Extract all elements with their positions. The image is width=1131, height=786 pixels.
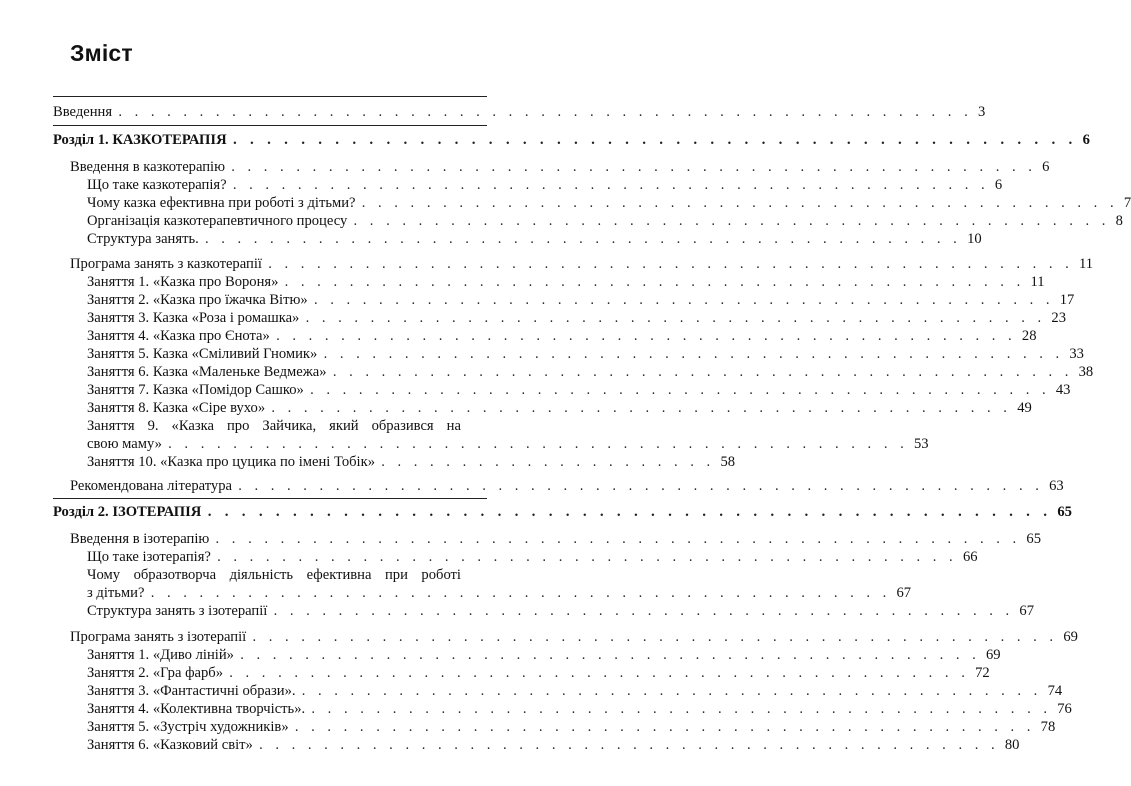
dot-leader: . . . . . . . . . . . . . . . . . . . . . . . . . . . . . . . . . . . . . . . . . . . . . . . . . . [237,479,1044,494]
toc-page-number: 74 [1047,683,1063,699]
toc-entry-title: Організація казкотерапевтичного процесу [87,213,348,229]
toc-entry-title: Введення в казкотерапію [70,159,226,175]
toc-page-number: 11 [1030,274,1045,290]
toc-lesson-9-line2[interactable] [87,435,929,454]
toc-entry[interactable] [87,230,982,249]
dot-leader: . . . . . . . . . . . . . . . . . . . . . . . . . . . . . . . . . . . . . . . . . . . . . . . . . . [252,630,1058,645]
toc-entry-title: Структура занять. [87,231,199,247]
toc-entry-title: Заняття 2. «Гра фарб» [87,665,224,681]
toc-page-number: 80 [1004,737,1020,753]
toc-lesson[interactable] [87,718,1056,737]
toc-lesson[interactable] [87,345,1084,364]
toc-entry-title: Що таке казкотерапія? [87,177,227,193]
toc-entry-title: Заняття 4. «Казка про Єнота» [87,328,270,344]
dot-leader: . . . . . . . . . . . . . . . . . . . . . . . . . . . . . . . . . . . . . . . . . . . . . . [301,684,1042,699]
toc-entry-title: свою маму» [87,436,162,452]
toc-entry-title: Заняття 3. Казка «Роза і ромашка» [87,310,300,326]
word: «Казка [171,418,214,434]
toc-lesson[interactable] [87,736,1020,755]
dot-leader: . . . . . . . . . . . . . . . . . . . . . . . . . . . . . . . . . . . . . . . . . . . . . . [311,702,1052,717]
page-title: Зміст [70,40,133,66]
toc-entry[interactable] [87,602,1034,621]
dot-leader: . . . . . . . . . . . . . . . . . . . . . . . . . . . . . . . . . . . . . . . . . . . . . . [167,437,908,452]
section-heading: Розділ 1. КАЗКОТЕРАПІЯ [53,132,227,148]
dot-leader: . . . . . . . . . . . . . . . . . . . . . . . . . . . . . . . . . . . . . . . . . . . . . . [332,365,1073,380]
toc-entry-title: Заняття 7. Казка «Помідор Сашко» [87,382,304,398]
divider-top [53,96,487,97]
dot-leader: . . . . . . . . . . . . . . . . . . . . . . . . . . . . . . . . . . . . . . . . . . . . . . [273,604,1014,619]
toc-entry-title: Заняття 2. «Казка про їжачка Вітю» [87,292,308,308]
dot-leader: . . . . . . . . . . . . . . . . . . . . . . . . . . . . . . . . . . . . . . . . . . . . . . [305,311,1046,326]
dot-leader: . . . . . . . . . . . . . . . . . . . . . . . . . . . . . . . . . . . . . . . . . . . . . . [309,383,1050,398]
dot-leader: . . . . . . . . . . . . . . . . . . . . . . . . . . . . . . . . . . . . . . . . . . . . . . [216,550,957,565]
toc-lesson[interactable] [87,363,1094,382]
dot-leader: . . . . . . . . . . . . . . . . . . . . . . . . . . . . . . . . . . . . . . . . . . . . . . . . . . [215,532,1021,547]
divider-section2 [53,498,487,499]
dot-leader: . . . . . . . . . . . . . . . . . . . . . . . . . . . . . . . . . . . . . . . . . . . . . . [229,666,970,681]
dot-leader: . . . . . . . . . . . . . . . . . . . . . . . . . . . . . . . . . . . . . . . . . . . . . . . [232,178,989,193]
dot-leader: . . . . . . . . . . . . . . . . . . . . . . . . . . . . . . . . . . . . . . . . . . . . . . [239,648,980,663]
toc-entry-title: Заняття 6. «Казковий світ» [87,737,253,753]
toc-page-number: 65 [1057,504,1072,520]
toc-entry-title: Заняття 1. «Диво ліній» [87,647,234,663]
toc-entry-title: з дітьми? [87,585,145,601]
toc-lesson[interactable] [87,700,1072,719]
toc-entry-s2-program[interactable] [70,628,1078,647]
word: який [329,418,359,434]
toc-page-number: 6 [1082,132,1090,148]
word: образотворча [133,567,217,583]
toc-lesson[interactable] [87,399,1032,418]
toc-entry-title: Заняття 1. «Казка про Вороня» [87,274,279,290]
toc-page-number: 38 [1078,364,1094,380]
toc-entry[interactable] [87,194,1131,213]
toc-entry-title: Заняття 10. «Казка про цуцика по імені Тобік» [87,454,375,470]
dot-leader: . . . . . . . . . . . . . . . . . . . . . . . . . . . . . . . . . . . . . . . . . . . . . . [323,347,1064,362]
dot-leader: . . . . . . . . . . . . . . . . . . . . . . . . . . . . . . . . . . . . . . . . . . . . . . [271,401,1012,416]
toc-page-number: 17 [1059,292,1075,308]
toc-page-number: 65 [1026,531,1041,547]
toc-entry-title: Структура занять з ізотерапії [87,603,268,619]
toc-entry-title: Заняття 6. Казка «Маленьке Ведмежа» [87,364,327,380]
toc-page-number: 72 [975,665,990,681]
toc-entry-title: Введення [53,104,113,120]
dot-leader: . . . . . . . . . . . . . . . . . . . . . . . . . . . . . . . . . . . . . . . . . . . . . . [284,275,1025,290]
toc-entry-s2-intro[interactable] [70,530,1041,549]
toc-item2-line1[interactable] [87,566,487,584]
toc-entry-title: Заняття 5. «Зустріч художників» [87,719,289,735]
toc-page-number: 76 [1057,701,1072,717]
toc-entry-literature[interactable] [70,477,1064,496]
dot-leader: . . . . . . . . . . . . . . . . . . . . . . . . . . . . . . . . . . . . . . . . . . . . . . . . . . [232,133,1077,148]
toc-entry[interactable] [87,176,1003,195]
word: при [384,567,408,583]
divider-section1 [53,125,487,126]
toc-entry-s1-program[interactable] [70,255,1094,274]
toc-entry-s1-intro[interactable] [70,158,1050,177]
toc-page-number: 69 [985,647,1001,663]
toc-lesson[interactable] [87,273,1045,292]
dot-leader: . . . . . . . . . . . . . . . . . . . . . . . . . . . . . . . . . . . . . . . . . . . . . . . . . . [207,505,1052,520]
dot-leader: . . . . . . . . . . . . . . . . . . . . . . . . . . . . . . . . . . . . . . . . . . . . . . [275,329,1016,344]
toc-lesson[interactable] [87,309,1066,328]
toc-page-number: 67 [896,585,912,601]
toc-entry-title: Заняття 5. Казка «Сміливий Гномик» [87,346,318,362]
toc-entry-title: Введення в ізотерапію [70,531,210,547]
word: ефективна [306,567,372,583]
toc-page-number: 7 [1123,195,1131,211]
word: діяльність [229,567,294,583]
toc-lesson-9-line1[interactable] [87,417,487,435]
toc-page-number: 11 [1079,256,1094,272]
dot-leader: . . . . . . . . . . . . . . . . . . . . . . . . . . . . . . . . . . . . . . . . . . . . . . . [204,232,962,247]
toc-entry[interactable] [87,212,1123,231]
word: про [226,418,250,434]
toc-entry-title: Програма занять з ізотерапії [70,629,247,645]
toc-lesson[interactable] [87,291,1075,310]
toc-page-number: 28 [1021,328,1037,344]
dot-leader: . . . . . . . . . . . . . . . . . . . . . . . . . . . . . . . . . . . . . . . . . . . . . . . [353,214,1110,229]
toc-page-number: 33 [1069,346,1084,362]
word: Заняття [87,418,135,434]
dot-leader: . . . . . . . . . . . . . . . . . . . . . . . . . . . . . . . . . . . . . . . . . . . . . . [294,720,1035,735]
dot-leader: . . . . . . . . . . . . . . . . . . . . . . . . . . . . . . . . . . . . . . . . . . . . . . . [361,196,1118,211]
section-heading: Розділ 2. ІЗОТЕРАПІЯ [53,504,202,520]
toc-entry[interactable] [87,548,978,567]
toc-entry-title: Рекомендована література [70,478,232,494]
toc-entry-title: Що таке ізотерапія? [87,549,211,565]
toc-page-number: 67 [1019,603,1034,619]
toc-page-number: 3 [977,104,986,120]
dot-leader: . . . . . . . . . . . . . . . . . . . . . . . . . . . . . . . . . . . . . . . . . . . . . . [150,586,891,601]
dot-leader: . . . . . . . . . . . . . . . . . . . . . [381,455,715,470]
toc-entry-title: Чому казка ефективна при роботі з дітьми? [87,195,356,211]
toc-page-number: 63 [1049,478,1064,494]
toc-page-number: 58 [720,454,736,470]
word: Чому [87,567,121,583]
toc-entry-intro[interactable] [53,103,986,122]
toc-page-number: 6 [1042,159,1050,175]
toc-page-number: 78 [1040,719,1056,735]
word: Зайчика, [262,418,317,434]
toc-page-number: 49 [1017,400,1032,416]
toc-entry-title: Заняття 3. «Фантастичні образи». [87,683,296,699]
toc-lesson[interactable] [87,682,1063,701]
toc-lesson[interactable] [87,646,1001,665]
dot-leader: . . . . . . . . . . . . . . . . . . . . . . . . . . . . . . . . . . . . . . . . . . . . . . . . . . [231,160,1037,175]
dot-leader: . . . . . . . . . . . . . . . . . . . . . . . . . . . . . . . . . . . . . . . . . . . . . . . . . . [267,257,1074,272]
toc-page-number: 10 [967,231,982,247]
word: 9. [147,418,159,434]
toc-page-number: 66 [962,549,978,565]
toc-page-number: 6 [994,177,1003,193]
word: на [446,418,461,434]
toc-entry-title: Заняття 8. Казка «Сіре вухо» [87,400,266,416]
toc-page-number: 8 [1115,213,1123,229]
toc-item2-line2[interactable] [87,584,912,603]
word: образився [371,418,434,434]
toc-lesson[interactable] [87,664,990,683]
toc-lesson[interactable] [87,381,1071,400]
word: роботі [421,567,461,583]
toc-section-2[interactable] [53,503,1072,522]
toc-lesson[interactable] [87,327,1037,346]
toc-page-number: 23 [1051,310,1066,326]
dot-leader: . . . . . . . . . . . . . . . . . . . . . . . . . . . . . . . . . . . . . . . . . . . . . . . . . . . . . [118,105,972,120]
toc-entry-title: Програма занять з казкотерапії [70,256,262,272]
toc-lesson[interactable] [87,453,736,472]
dot-leader: . . . . . . . . . . . . . . . . . . . . . . . . . . . . . . . . . . . . . . . . . . . . . . [313,293,1054,308]
toc-page-number: 69 [1063,629,1078,645]
toc-section-1[interactable] [53,131,1090,150]
toc-entry-title: Заняття 4. «Колективна творчість». [87,701,306,717]
toc-page-number: 43 [1055,382,1071,398]
toc-page-number: 53 [913,436,929,452]
dot-leader: . . . . . . . . . . . . . . . . . . . . . . . . . . . . . . . . . . . . . . . . . . . . . . [258,738,999,753]
